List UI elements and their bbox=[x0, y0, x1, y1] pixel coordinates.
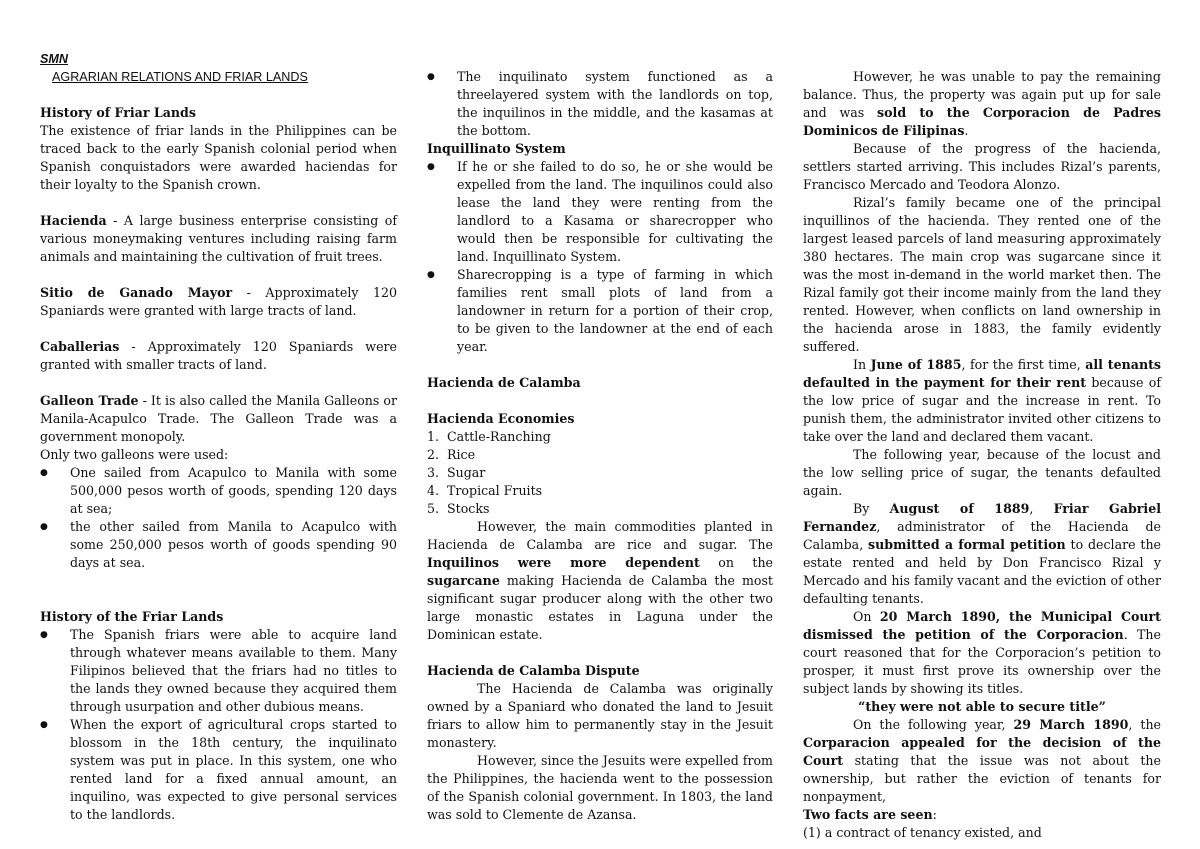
list-item: ● Sharecropping is a type of farming in which families rent small plots of land from a landowner in return for a portion of their crop, to be given to the landowner at the end of each year. bbox=[427, 266, 773, 356]
author-tag: SMN bbox=[40, 52, 68, 66]
list-item: ● The Spanish friars were able to acquire land through whatever means available to them. Many Filipinos believed that the friars had no titles to the lands they owned because they acquired them through usurpation and other dubious means. bbox=[40, 626, 397, 716]
paragraph-1885: In June of 1885, for the first time, all tenants defaulted in the payment for their rent because of the low price of sugar and the increase in rent. To punish them, the administrator invited other citizens to take over the land and declared them vacant. bbox=[803, 357, 1162, 444]
paragraph-sale: However, he was unable to pay the remaining balance. Thus, the property was again put up for sale and was sold to the Corporacion de Padres Dominicos de Filipinas. bbox=[803, 69, 1161, 138]
column-1 bbox=[40, 50, 397, 824]
heading-history-friar-lands: History of Friar Lands bbox=[40, 105, 196, 120]
inquilinato-list-top bbox=[427, 68, 773, 140]
paragraph-history: The existence of friar lands in the Philippines can be traced back to the early Spanish colonial period when Spanish conquistadors were awarded haciendas for their loyalty to the Spanish crown. bbox=[40, 123, 397, 192]
heading-hacienda-de-calamba: Hacienda de Calamba bbox=[427, 375, 581, 390]
list-item: 4. Tropical Fruits bbox=[427, 483, 543, 498]
page-title: AGRARIAN RELATIONS AND FRIAR LANDS bbox=[52, 70, 308, 84]
heading-hacienda-economies: Hacienda Economies bbox=[427, 411, 575, 426]
paragraph-rizal-family: Rizal’s family became one of the principal inquillinos of the hacienda. They rented one of the largest leased parcels of land measuring approximately 380 hectares. The main crop was sugarcane since it was the most in-demand in the world market then. The Rizal family got their income mainly from the land they rented. However, when conflicts on land ownership in the hacienda arose in 1883, the family evidently suffered. bbox=[803, 195, 1161, 354]
list-item: ● The inquilinato system functioned as a threelayered system with the landlords on top, the inquilinos in the middle, and the kasamas at the bottom. bbox=[427, 68, 773, 140]
term-galleon: Galleon Trade bbox=[40, 393, 139, 408]
paragraph-1889: By August of 1889, Friar Gabriel Fernandez, administrator of the Hacienda de Calamba, submitted a formal petition to declare the estate rented and held by Don Francisco Rizal y Mercado and his family vacant and the eviction of other defaulting tenants. bbox=[803, 501, 1162, 606]
list-item: 1. Cattle-Ranching bbox=[427, 429, 551, 444]
paragraph-settlers: Because of the progress of the hacienda, settlers started arriving. This includes Rizal’s parents, Francisco Mercado and Teodora Alonzo. bbox=[803, 141, 1161, 192]
paragraph-appeal: On the following year, 29 March 1890, the Corparacion appealed for the decision of the Court stating that the issue was not about the ownership, but rather the eviction of tenants for nonpayment, bbox=[803, 717, 1162, 804]
paragraph-commodities: However, the main commodities planted in Hacienda de Calamba are rice and sugar. The Inquilinos were more dependent on the sugarcane making Hacienda de Calamba the most significant sugar producer along with the other two large monastic estates in Laguna under the Dominican estate. bbox=[427, 519, 774, 642]
list-item: ● the other sailed from Manila to Acapulco with some 250,000 pesos worth of goods spending 90 days at sea. bbox=[40, 518, 397, 572]
galleon-list bbox=[40, 464, 397, 572]
heading-history-the-friar-lands: History of the Friar Lands bbox=[40, 609, 224, 624]
list-item: 5. Stocks bbox=[427, 501, 490, 516]
economies-list bbox=[427, 428, 773, 518]
column-3 bbox=[803, 68, 1161, 842]
term-caballerias: Caballerias bbox=[40, 339, 120, 354]
paragraph-dispute-2: However, since the Jesuits were expelled from the Philippines, the hacienda went to the possession of the Spanish colonial government. In 1803, the land was sold to Clemente de Azansa. bbox=[427, 753, 773, 822]
fact-1: (1) a contract of tenancy existed, and bbox=[803, 825, 1042, 840]
paragraph-1890-court: On 20 March 1890, the Municipal Court dismissed the petition of the Corporacion. The court reasoned that for the Corporacion’s petition to prosper, it must first prove its ownership over the subject lands by showing its titles. bbox=[803, 609, 1161, 696]
term-sitio: Sitio de Ganado Mayor bbox=[40, 285, 233, 300]
paragraph-following-year: The following year, because of the locust and the low selling price of sugar, the tenants defaulted again. bbox=[803, 447, 1161, 498]
two-facts-heading: Two facts are seen: bbox=[803, 807, 937, 822]
term-hacienda: Hacienda bbox=[40, 213, 107, 228]
definition-caballerias: Caballerias - Approximately 120 Spaniards were granted with smaller tracts of land. bbox=[40, 339, 397, 372]
list-item: ● One sailed from Acapulco to Manila with some 500,000 pesos worth of goods, spending 120 days at sea; bbox=[40, 464, 397, 518]
heading-calamba-dispute: Hacienda de Calamba Dispute bbox=[427, 663, 640, 678]
inquillinato-list bbox=[427, 158, 773, 356]
quote-title: “they were not able to secure title” bbox=[858, 699, 1106, 714]
definition-hacienda: Hacienda - A large business enterprise consisting of various moneymaking ventures including raising farm animals and maintaining the cultivation of fruit trees. bbox=[40, 213, 397, 264]
paragraph-dispute-1: The Hacienda de Calamba was originally owned by a Spaniard who donated the land to Jesuit friars to allow him to permanently stay in the Jesuit monastery. bbox=[427, 681, 773, 750]
list-item: 2. Rice bbox=[427, 447, 476, 462]
heading-inquillinato-system: Inquillinato System bbox=[427, 141, 566, 156]
history-list bbox=[40, 626, 397, 824]
galleon-intro: Only two galleons were used: bbox=[40, 447, 229, 462]
column-2 bbox=[427, 68, 773, 824]
list-item: 3. Sugar bbox=[427, 465, 486, 480]
definition-sitio: Sitio de Ganado Mayor - Approximately 120 Spaniards were granted with large tracts of land. bbox=[40, 285, 397, 318]
list-item: ● When the export of agricultural crops started to blossom in the 18th century, the inquilinato system was put in place. In this system, one who rented land for a fixed annual amount, an inquilino, was expected to give personal services to the landlords. bbox=[40, 716, 397, 824]
list-item: ● If he or she failed to do so, he or she would be expelled from the land. The inquilinos could also lease the land they were renting from the landlord to a Kasama or sharecropper who would then be responsible for cultivating the land. Inquillinato System. bbox=[427, 158, 773, 266]
definition-galleon: Galleon Trade - It is also called the Manila Galleons or Manila-Acapulco Trade. The Galleon Trade was a government monopoly. bbox=[40, 393, 398, 444]
